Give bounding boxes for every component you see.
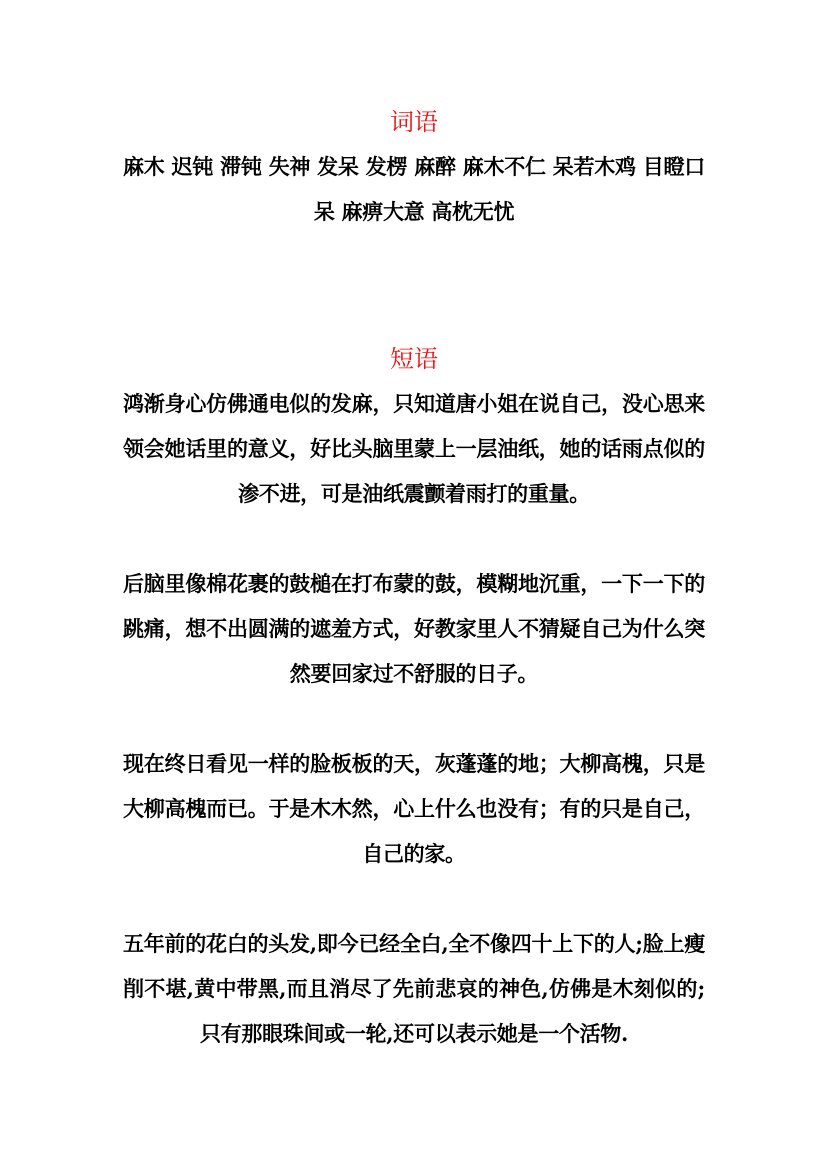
paragraph-spacer	[123, 876, 705, 921]
section-heading-phrases: 短语	[390, 345, 438, 373]
section-heading-words: 词语	[390, 108, 438, 136]
phrase-paragraph-3: 现在终日看见一样的脸板板的天，灰蓬蓬的地；大柳高槐，只是大柳高槐而已。于是木木然，心上什么也没有；有的只是自己，自己的家。	[123, 751, 705, 866]
word-list: 麻木 迟钝 滞钝 失神 发呆 发楞 麻醉 麻木不仁 呆若木鸡 目瞪口呆 麻痹大意 高枕无忧	[123, 154, 705, 224]
phrase-paragraph-4: 五年前的花白的头发,即今已经全白,全不像四十上下的人;脸上瘦削不堪,黄中带黑,而且消尽了先前悲哀的神色,仿佛是木刻似的;只有那眼珠间或一轮,还可以表示她是一个活物.	[123, 931, 705, 1046]
paragraph-spacer	[123, 696, 705, 741]
phrase-paragraph-2: 后脑里像棉花裹的鼓槌在打布蒙的鼓，模糊地沉重，一下一下的跳痛，想不出圆满的遮羞方式，好教家里人不猜疑自己为什么突然要回家过不舒服的日子。	[123, 571, 705, 686]
paragraph-spacer	[123, 516, 705, 561]
document-page	[123, 100, 705, 1056]
phrase-paragraph-1: 鸿渐身心仿佛通电似的发麻，只知道唐小姐在说自己，没心思来领会她话里的意义，好比头脑里蒙上一层油纸，她的话雨点似的渗不进，可是油纸震颤着雨打的重量。	[123, 391, 705, 506]
section-spacer	[123, 234, 705, 337]
